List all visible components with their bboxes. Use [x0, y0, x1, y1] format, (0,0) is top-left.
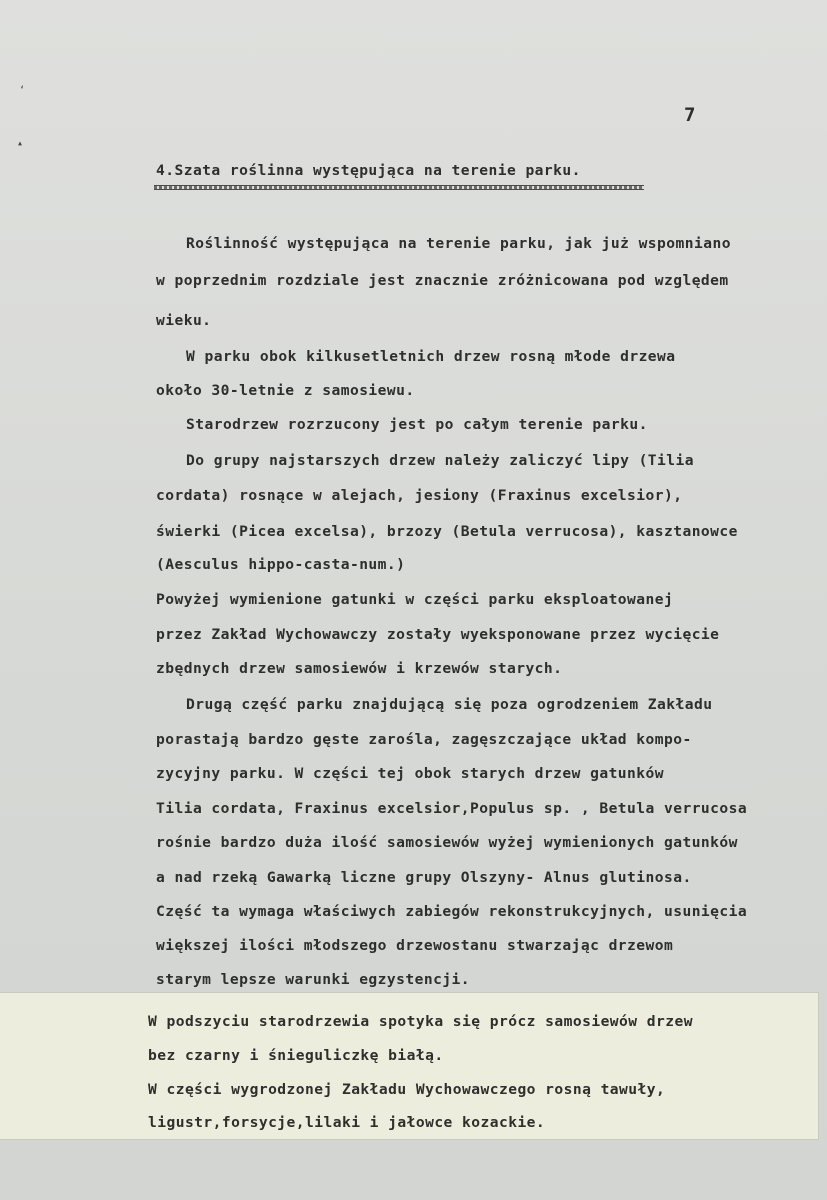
body-line: około 30-letnie z samosiewu.: [156, 382, 415, 399]
body-line: świerki (Picea excelsa), brzozy (Betula verrucosa), kasztanowce: [156, 523, 738, 540]
body-line: Tilia cordata, Fraxinus excelsior,Populus sp. , Betula verrucosa: [156, 800, 748, 817]
page-number: 7: [684, 104, 696, 126]
body-line: (Aesculus hippo-casta-num.): [156, 556, 406, 573]
body-line: zbędnych drzew samosiewów i krzewów starych.: [156, 660, 563, 677]
body-line: rośnie bardzo duża ilość samosiewów wyżej wymienionych gatunków: [156, 834, 738, 851]
body-line: starym lepsze warunki egzystencji.: [156, 971, 471, 988]
pasted-line: bez czarny i śnieguliczkę białą.: [148, 1047, 444, 1064]
body-line: cordata) rosnące w alejach, jesiony (Fraxinus excelsior),: [156, 487, 683, 504]
body-line: przez Zakład Wychowawczy zostały wyeksponowane przez wycięcie: [156, 626, 720, 643]
body-line: Roślinność występująca na terenie parku, jak już wspomniano: [186, 235, 731, 252]
margin-tick-mark: ▴: [17, 138, 24, 149]
body-line: porastają bardzo gęste zarośla, zagęszczające układ kompo-: [156, 731, 692, 748]
body-line: Powyżej wymienione gatunki w części parku eksploatowanej: [156, 591, 674, 608]
pasted-line: ligustr,forsycje,lilaki i jałowce kozackie.: [148, 1114, 546, 1131]
body-line: Starodrzew rozrzucony jest po całym terenie parku.: [186, 416, 648, 433]
body-line: Część ta wymaga właściwych zabiegów rekonstrukcyjnych, usunięcia: [156, 903, 748, 920]
body-line: zycyjny parku. W części tej obok starych drzew gatunków: [156, 765, 664, 782]
body-line: Do grupy najstarszych drzew należy zaliczyć lipy (Tilia: [186, 452, 694, 469]
body-line: wieku.: [156, 312, 212, 329]
section-heading: 4.Szata roślinna występująca na terenie parku.: [156, 162, 581, 179]
pasted-line: W części wygrodzonej Zakładu Wychowawczego rosną tawuły,: [148, 1081, 666, 1098]
body-line: a nad rzeką Gawarką liczne grupy Olszyny- Alnus glutinosa.: [156, 869, 692, 886]
pasted-line: W podszyciu starodrzewia spotyka się prócz samosiewów drzew: [148, 1013, 693, 1030]
body-line: Drugą część parku znajdującą się poza ogrodzeniem Zakładu: [186, 696, 713, 713]
body-line: większej ilości młodszego drzewostanu stwarzając drzewom: [156, 937, 674, 954]
margin-tick-mark: ‘: [19, 85, 26, 96]
heading-underline: [154, 185, 644, 190]
body-line: W parku obok kilkusetletnich drzew rosną młode drzewa: [186, 348, 676, 365]
body-line: w poprzednim rozdziale jest znacznie zróżnicowana pod względem: [156, 272, 729, 289]
